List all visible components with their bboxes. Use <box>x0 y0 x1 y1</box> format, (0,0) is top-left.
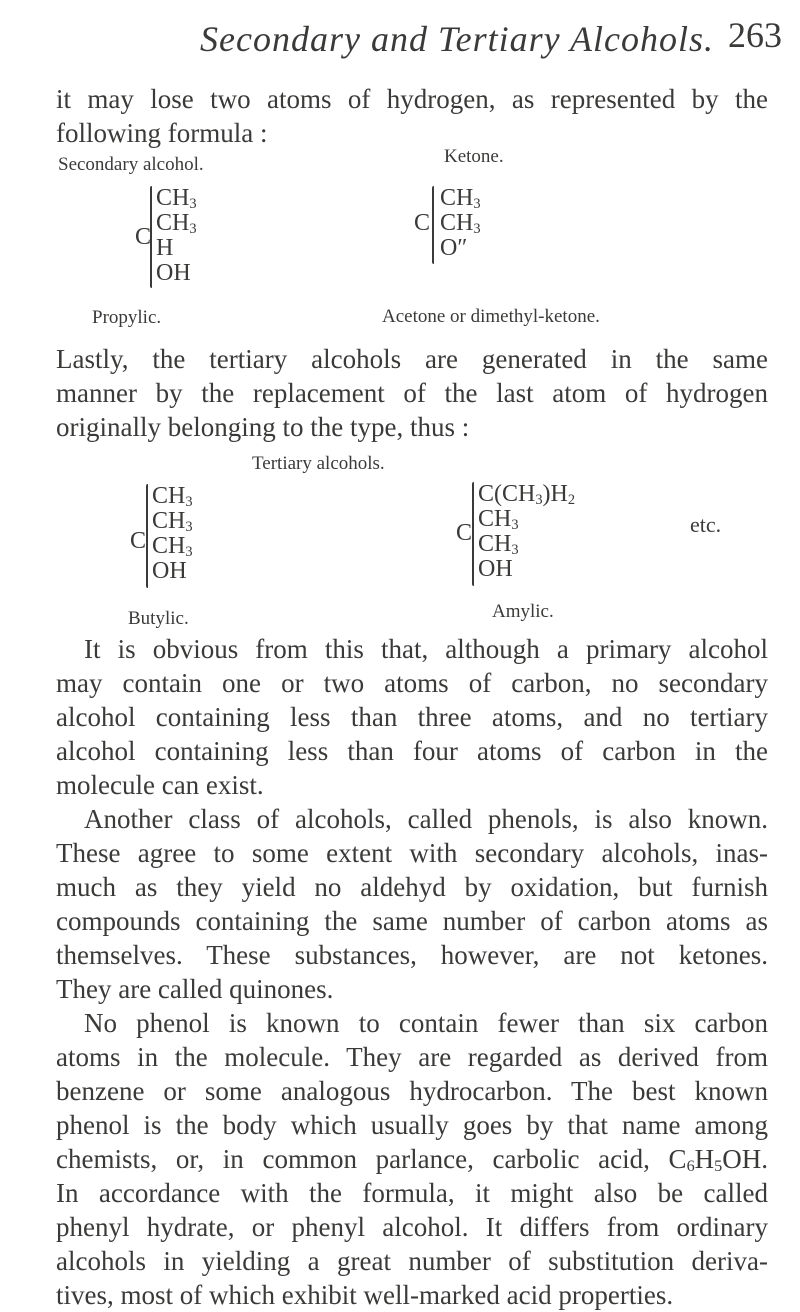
group: $CH_3$ <box>152 508 193 535</box>
formula-brace <box>432 186 434 264</box>
propylic-groups <box>156 186 197 286</box>
butylic-groups <box>152 484 193 584</box>
group: $CH_3$ <box>156 210 197 237</box>
acetone-caption: Acetone or dimethyl-ketone. <box>382 306 600 327</box>
paragraph-no-phenol <box>56 1006 768 1312</box>
paragraph-phenols <box>56 802 768 1006</box>
text-line: manner by the replacement of the last atom of hydrogen <box>56 378 768 408</box>
group: $CH_3$ <box>156 185 197 212</box>
text-line: benzene or some analogous hydrocarbon. The best known <box>56 1076 768 1106</box>
carbon-symbol: C <box>456 520 473 546</box>
carbon-symbol: C <box>135 224 152 250</box>
carbon-symbol: C <box>414 210 431 236</box>
text-line: compounds containing the same number of carbon atoms as <box>56 906 768 936</box>
group: $C(CH_3)H_2$ <box>478 481 576 508</box>
text-line: much as they yield no aldehyd by oxidation, but furnish <box>56 872 768 902</box>
text-line: They are called quinones. <box>56 974 334 1004</box>
text-line: may contain one or two atoms of carbon, no secondary <box>56 668 768 698</box>
acetone-groups <box>440 186 481 261</box>
page-number: 263 <box>728 15 782 55</box>
group: $CH_3$ <box>478 531 519 558</box>
text-line: originally belonging to the type, thus : <box>56 412 470 442</box>
page-header <box>0 0 800 60</box>
text-line: chemists, or, in common parlance, carbolic acid, $C_6H_5OH$. <box>56 1144 768 1175</box>
group: H <box>156 235 174 261</box>
text-line: it may lose two atoms of hydrogen, as represented by the <box>56 84 768 114</box>
group: OH <box>152 558 187 584</box>
group: OH <box>478 556 513 582</box>
text-line: alcohols in yielding a great number of substitution deriva- <box>56 1246 768 1276</box>
amylic-caption: Amylic. <box>492 601 554 622</box>
text-line: alcohol containing less than three atoms, and no tertiary <box>56 702 768 732</box>
group: $CH_3$ <box>478 506 519 533</box>
text-line: tives, most of which exhibit well-marked acid properties. <box>56 1280 674 1310</box>
paragraph-lastly <box>56 342 768 444</box>
formula-brace <box>150 186 152 288</box>
text-line: atoms in the molecule. They are regarded as derived from <box>56 1042 768 1072</box>
tertiary-alcohols-heading: Tertiary alcohols. <box>252 453 385 474</box>
text-line: phenol is the body which usually goes by that name among <box>56 1110 768 1140</box>
running-title: Secondary and Tertiary Alcohols. <box>200 19 714 59</box>
group: $CH_3$ <box>152 483 193 510</box>
text-line: phenyl hydrate, or phenyl alcohol. It differs from ordinary <box>56 1212 768 1242</box>
amylic-groups <box>478 482 575 582</box>
intro-paragraph <box>56 82 768 150</box>
etc-label: etc. <box>690 512 722 537</box>
formula-brace <box>472 482 474 586</box>
text-line: Another class of alcohols, called phenols, is also known. <box>84 804 768 834</box>
text-line: It is obvious from this that, although a primary alcohol <box>84 634 768 664</box>
text-line: following formula : <box>56 118 268 148</box>
group: $CH_3$ <box>440 210 481 237</box>
group: O″ <box>440 235 468 261</box>
group: $CH_3$ <box>152 533 193 560</box>
text-line: alcohol containing less than four atoms of carbon in the <box>56 736 768 766</box>
carbon-symbol: C <box>130 528 147 554</box>
text-line: No phenol is known to contain fewer than six carbon <box>84 1008 768 1038</box>
secondary-alcohol-heading: Secondary alcohol. <box>58 154 204 175</box>
text-line: Lastly, the tertiary alcohols are generated in the same <box>56 344 768 374</box>
text-line: In accordance with the formula, it might also be called <box>56 1178 768 1208</box>
butylic-caption: Butylic. <box>128 608 189 629</box>
paragraph-obvious <box>56 632 768 802</box>
text-line: These agree to some extent with secondary alcohols, inas- <box>56 838 768 868</box>
ketone-heading: Ketone. <box>444 146 504 167</box>
formula-brace <box>146 484 148 588</box>
group: OH <box>156 260 191 286</box>
propylic-caption: Propylic. <box>92 307 162 328</box>
text-line: themselves. These substances, however, are not ketones. <box>56 940 768 970</box>
group: $CH_3$ <box>440 185 481 212</box>
text-line: molecule can exist. <box>56 770 264 800</box>
